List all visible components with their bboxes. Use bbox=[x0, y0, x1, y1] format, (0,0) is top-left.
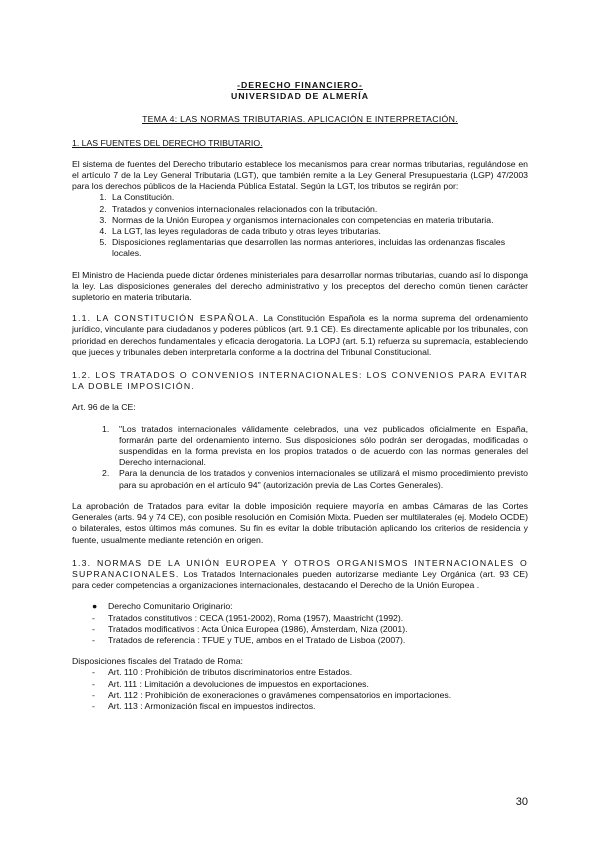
dash-icon: - bbox=[92, 612, 95, 623]
list-item: 1. "Los tratados internacionales válidamente celebrados, una vez publicados oficialmente en España, formarán parte del ordenamiento interno. Sus disposiciones sólo podrán ser derogadas, modificadas o suspendidas en la forma prevista en los propios tratados o de acuerdo con las normas generales del Derecho internacional. bbox=[102, 423, 528, 468]
list-item: 2. Para la denuncia de los tratados y convenios internacionales se utilizará el mismo procedimiento previsto para su aprobación en el artículo 94" (autorización previa de Las Cortes Generales). bbox=[102, 468, 528, 490]
derecho-originario-list bbox=[72, 601, 528, 646]
dash-icon: - bbox=[92, 700, 95, 711]
sources-list bbox=[72, 192, 528, 259]
list-item-text: Art. 110 : Prohibición de tributos discriminatorios entre Estados. bbox=[108, 667, 353, 678]
list-item bbox=[92, 613, 528, 624]
list-item bbox=[92, 679, 528, 690]
section-1-intro: El sistema de fuentes del Derecho tributario establece los mecanismos para crear normas tributarias, regulándose en el artículo 7 de la Ley General Tributaria (LGT), que también remite a la Ley General Presupuestaria (LGP) 47/2003 para los derechos públicos de la Hacienda Pública Estatal. Según la LGT, los tributos se regirán por: bbox=[72, 158, 528, 192]
page-number: 30 bbox=[515, 796, 528, 808]
dash-icon: - bbox=[92, 667, 95, 678]
section-1-title: 1. LAS FUENTES DEL DERECHO TRIBUTARIO. bbox=[72, 137, 263, 148]
list-item bbox=[92, 667, 528, 678]
list-item bbox=[92, 701, 528, 712]
list-item-text: Art. 112 : Prohibición de exoneraciones o gravámenes compensatorios en importaciones. bbox=[108, 689, 452, 700]
section-1-2-heading: 1.2. LOS TRATADOS O CONVENIOS INTERNACIONALES: LOS CONVENIOS PARA EVITAR LA DOBLE IMPOSICIÓN. bbox=[72, 370, 528, 392]
art-96-quote-list bbox=[72, 424, 528, 491]
list-item-text: Art. 113 : Armonización fiscal en impuestos indirectos. bbox=[108, 700, 316, 711]
list-item-text: Derecho Comunitario Originario: bbox=[108, 601, 233, 612]
roma-title: Disposiciones fiscales del Tratado de Roma: bbox=[72, 656, 243, 667]
dash-icon: - bbox=[92, 678, 95, 689]
art-96-label: Art. 96 de la CE: bbox=[72, 402, 136, 413]
section-1-3 bbox=[72, 558, 528, 592]
section-1-1-text: La Constitución Española es la norma suprema del ordenamiento jurídico, vinculante para ciudadanos y poderes públicos (art. 9.1 CE). Es directamente aplicable por los tribunales, con prioridad en derechos fundamentales y eficacia derogatoria. La LOPJ (art. 5.1) refuerza su supremacía, estableciendo que jueces y tribunales deben interpretarla conforme a la doctrina del Tribunal Constitucional. bbox=[72, 313, 528, 357]
list-item: 3. Normas de la Unión Europea y organismos internacionales con competencias en materia tributaria. bbox=[109, 215, 528, 226]
dash-icon: - bbox=[92, 689, 95, 700]
section-1-1-heading: 1.1. LA CONSTITUCIÓN ESPAÑOLA. bbox=[72, 313, 260, 324]
section-1-3-heading: 1.3. NORMAS DE LA UNIÓN EUROPEA Y OTROS ORGANISMOS INTERNACIONALES O SUPRANACIONALES. bbox=[72, 557, 528, 579]
document-page bbox=[72, 80, 528, 712]
list-item bbox=[92, 624, 528, 635]
quote-text: "Los tratados internacionales válidamente celebrados, una vez publicados oficialmente en España, formarán parte del ordenamiento interno. Sus disposiciones sólo podrán ser derogadas, modificadas o suspendidas en la forma prevista en los propios tratados o de acuerdo con las normas generales del Derecho internacional. bbox=[119, 423, 528, 468]
list-item bbox=[92, 635, 528, 646]
roma-list bbox=[72, 667, 528, 712]
list-item-text: Tratados modificativos : Acta Única Europea (1986), Ámsterdam, Niza (2001). bbox=[108, 623, 408, 634]
bullet-icon: ● bbox=[92, 601, 98, 612]
topic-title: TEMA 4: LAS NORMAS TRIBUTARIAS. APLICACIÓN E INTERPRETACIÓN. bbox=[142, 114, 458, 125]
list-item bbox=[92, 690, 528, 701]
course-title: -DERECHO FINANCIERO- bbox=[237, 80, 363, 90]
list-item: 5. Disposiciones reglamentarias que desarrollen las normas anteriores, incluidas las ordenanzas fiscales locales. bbox=[109, 237, 528, 259]
list-item-text: Tratados constitutivos : CECA (1951-2002), Roma (1957), Maastricht (1992). bbox=[108, 612, 404, 623]
list-item: 1. La Constitución. bbox=[109, 192, 528, 203]
dash-icon: - bbox=[92, 634, 95, 645]
dash-icon: - bbox=[92, 623, 95, 634]
list-item: 4. La LGT, las leyes reguladoras de cada tributo y otras leyes tributarias. bbox=[109, 226, 528, 237]
section-1-3-text: Los Tratados Internacionales pueden autorizarse mediante Ley Orgánica (art. 93 CE) para ceder competencias a organizaciones internacionales, destacando el Derecho de la Unión Europea . bbox=[72, 568, 528, 591]
university-name: UNIVERSIDAD DE ALMERÍA bbox=[231, 91, 369, 102]
list-item: 2. Tratados y convenios internacionales relacionados con la tributación. bbox=[109, 204, 528, 215]
list-item-text: Tratados de referencia : TFUE y TUE, ambos en el Tratado de Lisboa (2007). bbox=[108, 634, 406, 645]
section-1-1 bbox=[72, 313, 528, 358]
list-item bbox=[92, 601, 528, 612]
quote-text: Para la denuncia de los tratados y convenios internacionales se utilizará el mismo procedimiento previsto para su aprobación en el artículo 94" (autorización previa de Las Cortes Generales). bbox=[119, 468, 528, 490]
list-item-text: Art. 111 : Limitación a devoluciones de impuestos en exportaciones. bbox=[108, 678, 369, 689]
section-1-2-text: La aprobación de Tratados para evitar la doble imposición requiere mayoría en ambas Cámaras de las Cortes Generales (arts. 94 y 74 CE), con posible resolución en Comisión Mixta. Pueden ser multilaterales (ej. Modelo OCDE) o bilaterales, estos últimos más comunes. Su fin es evitar la doble tributación aplicando los criterios de residencia y fuente, usualmente mediante retención en origen. bbox=[72, 500, 528, 545]
ministro-paragraph: El Ministro de Hacienda puede dictar órdenes ministeriales para desarrollar normas tributarias, cuando así lo disponga la ley. Las disposiciones generales del derecho administrativo y los preceptos del derecho común tienen carácter supletorio en materia tributaria. bbox=[72, 269, 528, 303]
